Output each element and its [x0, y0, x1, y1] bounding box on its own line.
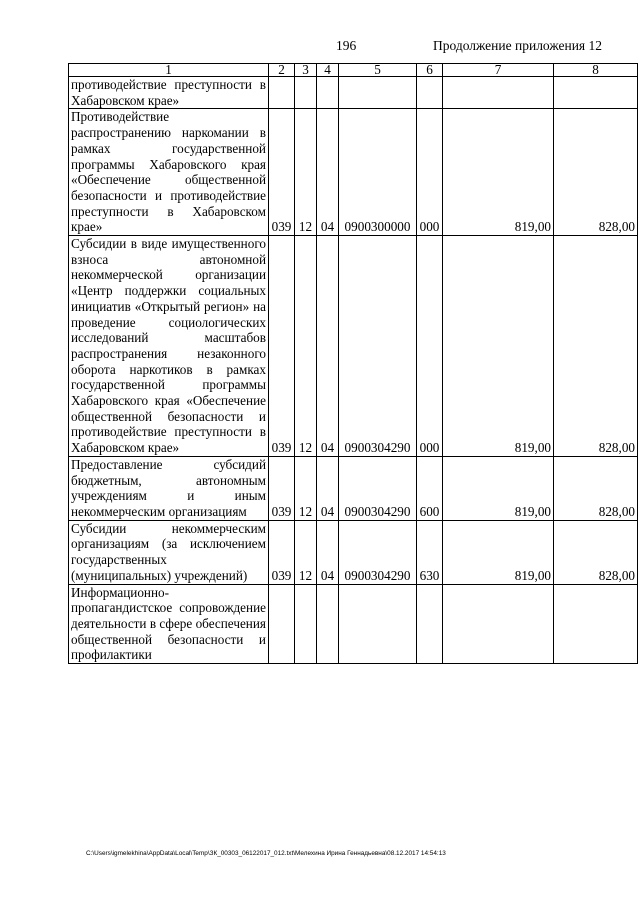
column-number: 1 — [69, 64, 269, 77]
table-row — [69, 236, 638, 457]
ministry-code — [269, 584, 295, 664]
column-number: 7 — [443, 64, 554, 77]
section-code: 12 — [295, 520, 317, 584]
expense-type-code — [417, 77, 443, 109]
column-number: 2 — [269, 64, 295, 77]
column-number: 8 — [554, 64, 638, 77]
target-article-code: 0900304290 — [339, 520, 417, 584]
table-row — [69, 109, 638, 236]
amount-year-2: 828,00 — [554, 520, 638, 584]
amount-year-2: 828,00 — [554, 109, 638, 236]
target-article-code — [339, 584, 417, 664]
row-name: Субсидии в виде имущественного взноса автономной некоммерческой организации «Центр поддержки социальных инициатив «Открытый регион» на проведение социологических исследований масштабов распространения незаконного оборота наркотиков в рамках государственной программы Хабаровского края «Обеспечение общественной безопасности и противодействие преступности в Хабаровском крае» — [69, 236, 269, 457]
amount-year-1: 819,00 — [443, 109, 554, 236]
table-row — [69, 584, 638, 664]
amount-year-2: 828,00 — [554, 456, 638, 520]
amount-year-1 — [443, 584, 554, 664]
expense-type-code: 000 — [417, 109, 443, 236]
amount-year-1: 819,00 — [443, 520, 554, 584]
expense-type-code: 000 — [417, 236, 443, 457]
column-number: 4 — [317, 64, 339, 77]
expense-type-code: 600 — [417, 456, 443, 520]
row-name: Предоставление субсидий бюджетным, автономным учреждениям и иным некоммерческим организациям — [69, 456, 269, 520]
budget-table — [68, 63, 638, 664]
amount-year-2 — [554, 77, 638, 109]
amount-year-1 — [443, 77, 554, 109]
ministry-code: 039 — [269, 456, 295, 520]
amount-year-1: 819,00 — [443, 456, 554, 520]
ministry-code: 039 — [269, 109, 295, 236]
section-code: 12 — [295, 236, 317, 457]
subsection-code: 04 — [317, 236, 339, 457]
target-article-code — [339, 77, 417, 109]
appendix-continuation-label: Продолжение приложения 12 — [433, 38, 603, 53]
table-row — [69, 456, 638, 520]
target-article-code: 0900300000 — [339, 109, 417, 236]
table-row — [69, 520, 638, 584]
page-number: 196 — [336, 38, 357, 53]
subsection-code — [317, 77, 339, 109]
ministry-code — [269, 77, 295, 109]
row-name: Противодействие распространению наркомании в рамках государственной программы Хабаровского края «Обеспечение общественной безопасности и противодействие преступности в Хабаровском крае» — [69, 109, 269, 236]
column-number: 5 — [339, 64, 417, 77]
row-name: противодействие преступности в Хабаровском крае» — [69, 77, 269, 109]
section-code: 12 — [295, 109, 317, 236]
row-name: Информационно-пропагандистское сопровождение деятельности в сфере обеспечения общественной безопасности и профилактики — [69, 584, 269, 664]
section-code — [295, 584, 317, 664]
file-path-footer: C:\Users\igmelekhina\AppData\Local\Temp\ЗК_00303_06122017_012.txt\Мелехина Ирина Геннадьевна\08.12.2017 14:54:13 — [86, 850, 446, 857]
section-code: 12 — [295, 456, 317, 520]
subsection-code: 04 — [317, 456, 339, 520]
row-name: Субсидии некоммерческим организациям (за исключением государственных (муниципальных) учреждений) — [69, 520, 269, 584]
expense-type-code: 630 — [417, 520, 443, 584]
subsection-code: 04 — [317, 520, 339, 584]
column-number-row — [69, 64, 638, 77]
column-number: 6 — [417, 64, 443, 77]
amount-year-1: 819,00 — [443, 236, 554, 457]
amount-year-2: 828,00 — [554, 236, 638, 457]
amount-year-2 — [554, 584, 638, 664]
target-article-code: 0900304290 — [339, 236, 417, 457]
ministry-code: 039 — [269, 236, 295, 457]
table-row — [69, 77, 638, 109]
section-code — [295, 77, 317, 109]
subsection-code: 04 — [317, 109, 339, 236]
ministry-code: 039 — [269, 520, 295, 584]
expense-type-code — [417, 584, 443, 664]
column-number: 3 — [295, 64, 317, 77]
target-article-code: 0900304290 — [339, 456, 417, 520]
subsection-code — [317, 584, 339, 664]
page-header — [0, 38, 640, 56]
